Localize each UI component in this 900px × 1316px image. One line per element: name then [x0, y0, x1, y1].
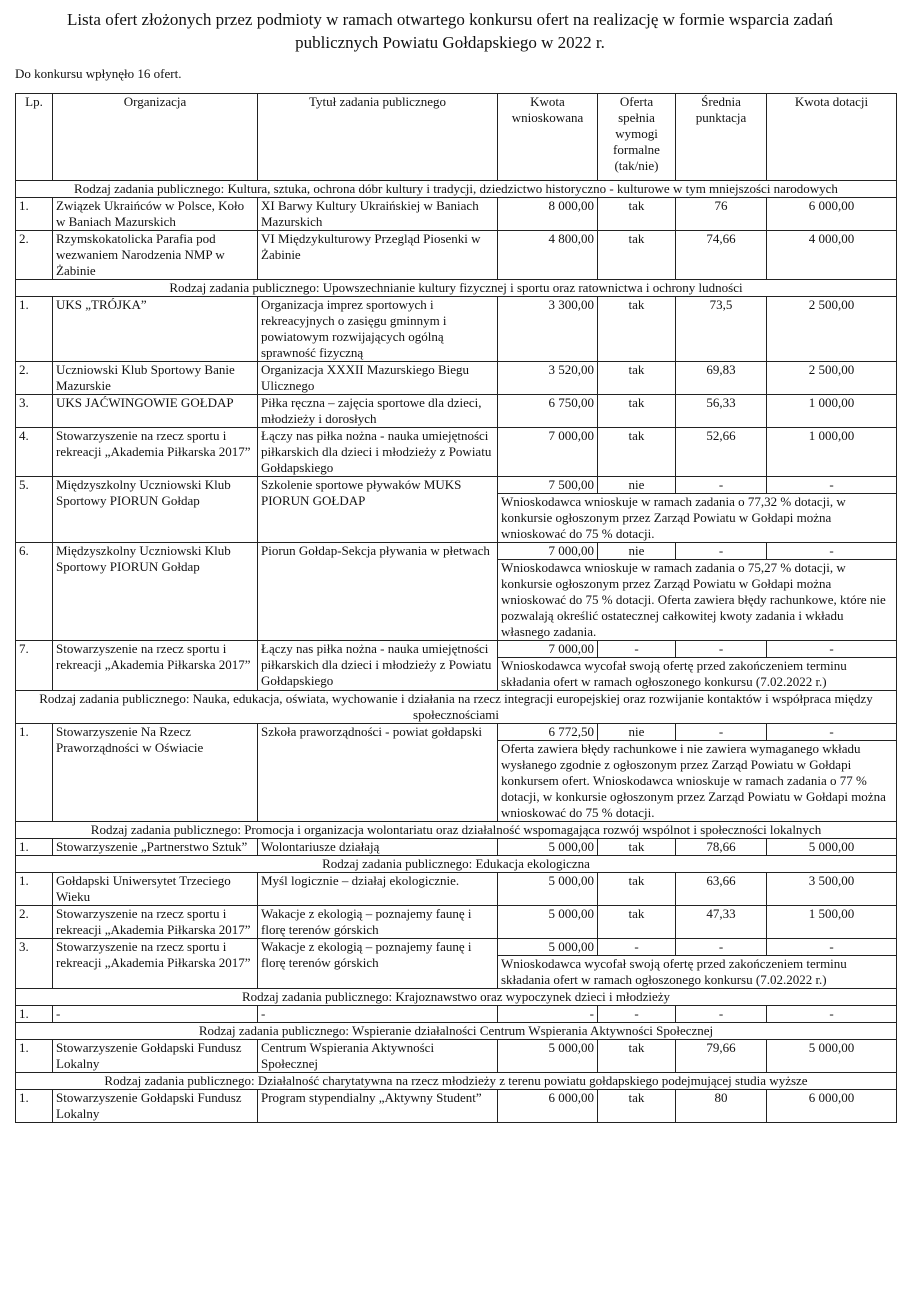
cell-requested-amount: - [498, 1006, 598, 1023]
cell-score: 56,33 [676, 395, 767, 428]
cell-organization: Międzyszkolny Uczniowski Klub Sportowy PIORUN Gołdap [53, 543, 258, 641]
table-row [16, 395, 897, 428]
table-row [16, 362, 897, 395]
cell-organization: Stowarzyszenie Na Rzecz Praworządności w Oświacie [53, 724, 258, 822]
table-row [16, 1090, 897, 1123]
section-title: Rodzaj zadania publicznego: Upowszechnianie kultury fizycznej i sportu oraz ratownictwa i ochrony ludności [16, 280, 897, 297]
header-requested-amount: Kwota wnioskowana [498, 94, 598, 181]
cell-lp: 2. [16, 231, 53, 280]
cell-score: 76 [676, 198, 767, 231]
cell-requested-amount: 5 000,00 [498, 873, 598, 906]
cell-formal: nie [598, 724, 676, 741]
cell-lp: 1. [16, 1090, 53, 1123]
cell-task-title: Centrum Wspierania Aktywności Społecznej [258, 1040, 498, 1073]
document-title-line-1: Lista ofert złożonych przez podmioty w ramach otwartego konkursu ofert na realizację w formie wsparcia zadań [66, 10, 834, 29]
cell-score: 63,66 [676, 873, 767, 906]
cell-task-title: Łączy nas piłka nożna - nauka umiejętności piłkarskich dla dzieci i młodzieży z Powiatu Gołdapskiego [258, 641, 498, 691]
cell-task-title: Wakacje z ekologią – poznajemy faunę i florę terenów górskich [258, 939, 498, 989]
cell-task-title: Organizacja XXXII Mazurskiego Biegu Ulicznego [258, 362, 498, 395]
cell-task-title: Łączy nas piłka nożna - nauka umiejętności piłkarskich dla dzieci i młodzieży z Powiatu Gołdapskiego [258, 428, 498, 477]
cell-grant-amount: 3 500,00 [767, 873, 897, 906]
cell-note: Wnioskodawca wnioskuje w ramach zadania o 75,27 % dotacji, w konkursie ogłoszonym przez Zarząd Powiatu w Gołdapi można wnioskować do 75 % dotacji. Oferta zawiera błędy rachunkowe, które nie pozwalają określić ostatecznej całkowitej kwoty zadania i wkładu własnego zadania. [498, 560, 897, 641]
cell-task-title: - [258, 1006, 498, 1023]
cell-grant-amount: 1 500,00 [767, 906, 897, 939]
cell-formal: tak [598, 395, 676, 428]
cell-organization: Rzymskokatolicka Parafia pod wezwaniem Narodzenia NMP w Żabinie [53, 231, 258, 280]
cell-lp: 4. [16, 428, 53, 477]
header-formal-requirements: Oferta spełnia wymogi formalne (tak/nie) [598, 94, 676, 181]
cell-organization: Stowarzyszenie Gołdapski Fundusz Lokalny [53, 1090, 258, 1123]
cell-organization: Stowarzyszenie „Partnerstwo Sztuk” [53, 839, 258, 856]
cell-lp: 1. [16, 873, 53, 906]
cell-organization: Uczniowski Klub Sportowy Banie Mazurskie [53, 362, 258, 395]
section-title: Rodzaj zadania publicznego: Edukacja ekologiczna [16, 856, 897, 873]
cell-grant-amount: 2 500,00 [767, 297, 897, 362]
table-row [16, 939, 897, 956]
cell-task-title: Piłka ręczna – zajęcia sportowe dla dzieci, młodzieży i dorosłych [258, 395, 498, 428]
table-row [16, 724, 897, 741]
cell-score: 52,66 [676, 428, 767, 477]
cell-task-title: Program stypendialny „Aktywny Student” [258, 1090, 498, 1123]
cell-requested-amount: 6 000,00 [498, 1090, 598, 1123]
cell-task-title: VI Międzykulturowy Przegląd Piosenki w Żabinie [258, 231, 498, 280]
cell-organization: Stowarzyszenie na rzecz sportu i rekreacji „Akademia Piłkarska 2017” [53, 906, 258, 939]
cell-score: 74,66 [676, 231, 767, 280]
section-title: Rodzaj zadania publicznego: Kultura, sztuka, ochrona dóbr kultury i tradycji, dziedzictwo historyczno - kulturowe w tym mniejszości narodowych [16, 181, 897, 198]
section-row [16, 691, 897, 724]
cell-task-title: Piorun Gołdap-Sekcja pływania w płetwach [258, 543, 498, 641]
section-title: Rodzaj zadania publicznego: Wspieranie działalności Centrum Wspierania Aktywności Społecznej [16, 1023, 897, 1040]
cell-formal: tak [598, 428, 676, 477]
header-average-score: Średnia punktacja [676, 94, 767, 181]
cell-lp: 1. [16, 1040, 53, 1073]
cell-task-title: Myśl logicznie – działaj ekologicznie. [258, 873, 498, 906]
cell-organization: Stowarzyszenie na rzecz sportu i rekreacji „Akademia Piłkarska 2017” [53, 641, 258, 691]
cell-lp: 6. [16, 543, 53, 641]
cell-organization: Międzyszkolny Uczniowski Klub Sportowy PIORUN Gołdap [53, 477, 258, 543]
cell-requested-amount: 7 000,00 [498, 428, 598, 477]
section-row [16, 856, 897, 873]
header-task-title: Tytuł zadania publicznego [258, 94, 498, 181]
table-row [16, 477, 897, 494]
cell-formal: nie [598, 543, 676, 560]
cell-grant-amount: 1 000,00 [767, 395, 897, 428]
cell-requested-amount: 7 500,00 [498, 477, 598, 494]
cell-formal: - [598, 1006, 676, 1023]
cell-grant-amount: 5 000,00 [767, 1040, 897, 1073]
cell-lp: 3. [16, 939, 53, 989]
section-row [16, 989, 897, 1006]
cell-score: - [676, 477, 767, 494]
cell-lp: 5. [16, 477, 53, 543]
section-title: Rodzaj zadania publicznego: Promocja i organizacja wolontariatu oraz działalność wspomagająca rozwój wspólnot i społeczności lokalnych [16, 822, 897, 839]
cell-lp: 1. [16, 198, 53, 231]
section-row [16, 1023, 897, 1040]
cell-note: Wnioskodawca wycofał swoją ofertę przed zakończeniem terminu składania ofert w ramach ogłoszonego konkursu (7.02.2022 r.) [498, 658, 897, 691]
cell-lp: 1. [16, 724, 53, 822]
cell-lp: 2. [16, 362, 53, 395]
cell-lp: 3. [16, 395, 53, 428]
cell-requested-amount: 5 000,00 [498, 939, 598, 956]
cell-score: 69,83 [676, 362, 767, 395]
table-row [16, 906, 897, 939]
cell-formal: tak [598, 297, 676, 362]
cell-formal: tak [598, 231, 676, 280]
cell-requested-amount: 3 520,00 [498, 362, 598, 395]
cell-task-title: Szkoła praworządności - powiat gołdapski [258, 724, 498, 822]
section-title: Rodzaj zadania publicznego: Działalność charytatywna na rzecz młodzieży z terenu powiatu gołdapskiego podejmującej studia wyższe [16, 1073, 897, 1090]
cell-task-title: Organizacja imprez sportowych i rekreacyjnych o zasięgu gminnym i powiatowym rozwijających ogólną sprawność fizyczną [258, 297, 498, 362]
cell-grant-amount: 6 000,00 [767, 1090, 897, 1123]
cell-grant-amount: 1 000,00 [767, 428, 897, 477]
offers-table [15, 93, 897, 1123]
cell-score: - [676, 724, 767, 741]
cell-organization: Gołdapski Uniwersytet Trzeciego Wieku [53, 873, 258, 906]
table-row [16, 428, 897, 477]
cell-requested-amount: 8 000,00 [498, 198, 598, 231]
cell-note: Wnioskodawca wycofał swoją ofertę przed zakończeniem terminu składania ofert w ramach ogłoszonego konkursu (7.02.2022 r.) [498, 956, 897, 989]
cell-organization: - [53, 1006, 258, 1023]
cell-score: - [676, 1006, 767, 1023]
cell-formal: tak [598, 839, 676, 856]
table-row [16, 231, 897, 280]
cell-score: 73,5 [676, 297, 767, 362]
cell-organization: UKS JAĆWINGOWIE GOŁDAP [53, 395, 258, 428]
cell-organization: Stowarzyszenie Gołdapski Fundusz Lokalny [53, 1040, 258, 1073]
table-row [16, 543, 897, 560]
cell-requested-amount: 5 000,00 [498, 906, 598, 939]
document-title [0, 8, 900, 54]
cell-task-title: Wakacje z ekologią – poznajemy faunę i florę terenów górskich [258, 906, 498, 939]
section-row [16, 280, 897, 297]
offers-count-note: Do konkursu wpłynęło 16 ofert. [15, 66, 182, 81]
cell-organization: Stowarzyszenie na rzecz sportu i rekreacji „Akademia Piłkarska 2017” [53, 939, 258, 989]
cell-score: - [676, 939, 767, 956]
cell-score: 47,33 [676, 906, 767, 939]
section-title: Rodzaj zadania publicznego: Nauka, edukacja, oświata, wychowanie i działania na rzecz integracji europejskiej oraz rozwijanie kontaktów i współpraca między społecznościami [16, 691, 897, 724]
cell-grant-amount: - [767, 543, 897, 560]
section-row [16, 181, 897, 198]
cell-task-title: Wolontariusze działają [258, 839, 498, 856]
cell-formal: - [598, 939, 676, 956]
table-row [16, 198, 897, 231]
cell-grant-amount: 4 000,00 [767, 231, 897, 280]
cell-requested-amount: 6 750,00 [498, 395, 598, 428]
table-header-row [16, 94, 897, 181]
cell-formal: tak [598, 906, 676, 939]
cell-grant-amount: 5 000,00 [767, 839, 897, 856]
cell-lp: 7. [16, 641, 53, 691]
cell-score: - [676, 641, 767, 658]
cell-formal: nie [598, 477, 676, 494]
cell-task-title: Szkolenie sportowe pływaków MUKS PIORUN GOŁDAP [258, 477, 498, 543]
cell-formal: tak [598, 198, 676, 231]
cell-formal: tak [598, 1090, 676, 1123]
cell-requested-amount: 7 000,00 [498, 543, 598, 560]
cell-organization: Stowarzyszenie na rzecz sportu i rekreacji „Akademia Piłkarska 2017” [53, 428, 258, 477]
cell-requested-amount: 6 772,50 [498, 724, 598, 741]
header-organization: Organizacja [53, 94, 258, 181]
cell-requested-amount: 4 800,00 [498, 231, 598, 280]
cell-note: Wnioskodawca wnioskuje w ramach zadania o 77,32 % dotacji, w konkursie ogłoszonym przez Zarząd Powiatu w Gołdapi można wnioskować do 75 % dotacji. [498, 494, 897, 543]
table-row [16, 641, 897, 658]
table-row [16, 873, 897, 906]
cell-formal: tak [598, 1040, 676, 1073]
cell-grant-amount: 6 000,00 [767, 198, 897, 231]
cell-lp: 2. [16, 906, 53, 939]
cell-requested-amount: 3 300,00 [498, 297, 598, 362]
cell-requested-amount: 5 000,00 [498, 839, 598, 856]
cell-formal: tak [598, 873, 676, 906]
cell-grant-amount: - [767, 477, 897, 494]
section-row [16, 822, 897, 839]
cell-score: 80 [676, 1090, 767, 1123]
cell-grant-amount: - [767, 939, 897, 956]
cell-score: 79,66 [676, 1040, 767, 1073]
table-row [16, 1006, 897, 1023]
section-row [16, 1073, 897, 1090]
cell-note: Oferta zawiera błędy rachunkowe i nie zawiera wymaganego wkładu wysłanego zgodnie z ogłoszonym przez Zarząd Powiatu w Gołdapi konkursem ofert. Wnioskodawca wnioskuje w ramach zadania o 77 % dotacji, w konkursie ogłoszonym przez Zarząd Powiatu w Gołdapi można wnioskować do 75 % dotacji. [498, 741, 897, 822]
cell-requested-amount: 5 000,00 [498, 1040, 598, 1073]
cell-lp: 1. [16, 1006, 53, 1023]
header-lp: Lp. [16, 94, 53, 181]
section-title: Rodzaj zadania publicznego: Krajoznawstwo oraz wypoczynek dzieci i młodzieży [16, 989, 897, 1006]
table-row [16, 297, 897, 362]
cell-requested-amount: 7 000,00 [498, 641, 598, 658]
cell-lp: 1. [16, 297, 53, 362]
cell-organization: Związek Ukraińców w Polsce, Koło w Baniach Mazurskich [53, 198, 258, 231]
header-grant-amount: Kwota dotacji [767, 94, 897, 181]
cell-score: - [676, 543, 767, 560]
cell-grant-amount: 2 500,00 [767, 362, 897, 395]
cell-score: 78,66 [676, 839, 767, 856]
cell-grant-amount: - [767, 1006, 897, 1023]
cell-task-title: XI Barwy Kultury Ukraińskiej w Baniach Mazurskich [258, 198, 498, 231]
table-row [16, 1040, 897, 1073]
cell-organization: UKS „TRÓJKA” [53, 297, 258, 362]
cell-grant-amount: - [767, 724, 897, 741]
cell-formal: tak [598, 362, 676, 395]
cell-formal: - [598, 641, 676, 658]
cell-lp: 1. [16, 839, 53, 856]
cell-grant-amount: - [767, 641, 897, 658]
table-row [16, 839, 897, 856]
document-title-line-2: publicznych Powiatu Gołdapskiego w 2022 r. [295, 33, 605, 52]
